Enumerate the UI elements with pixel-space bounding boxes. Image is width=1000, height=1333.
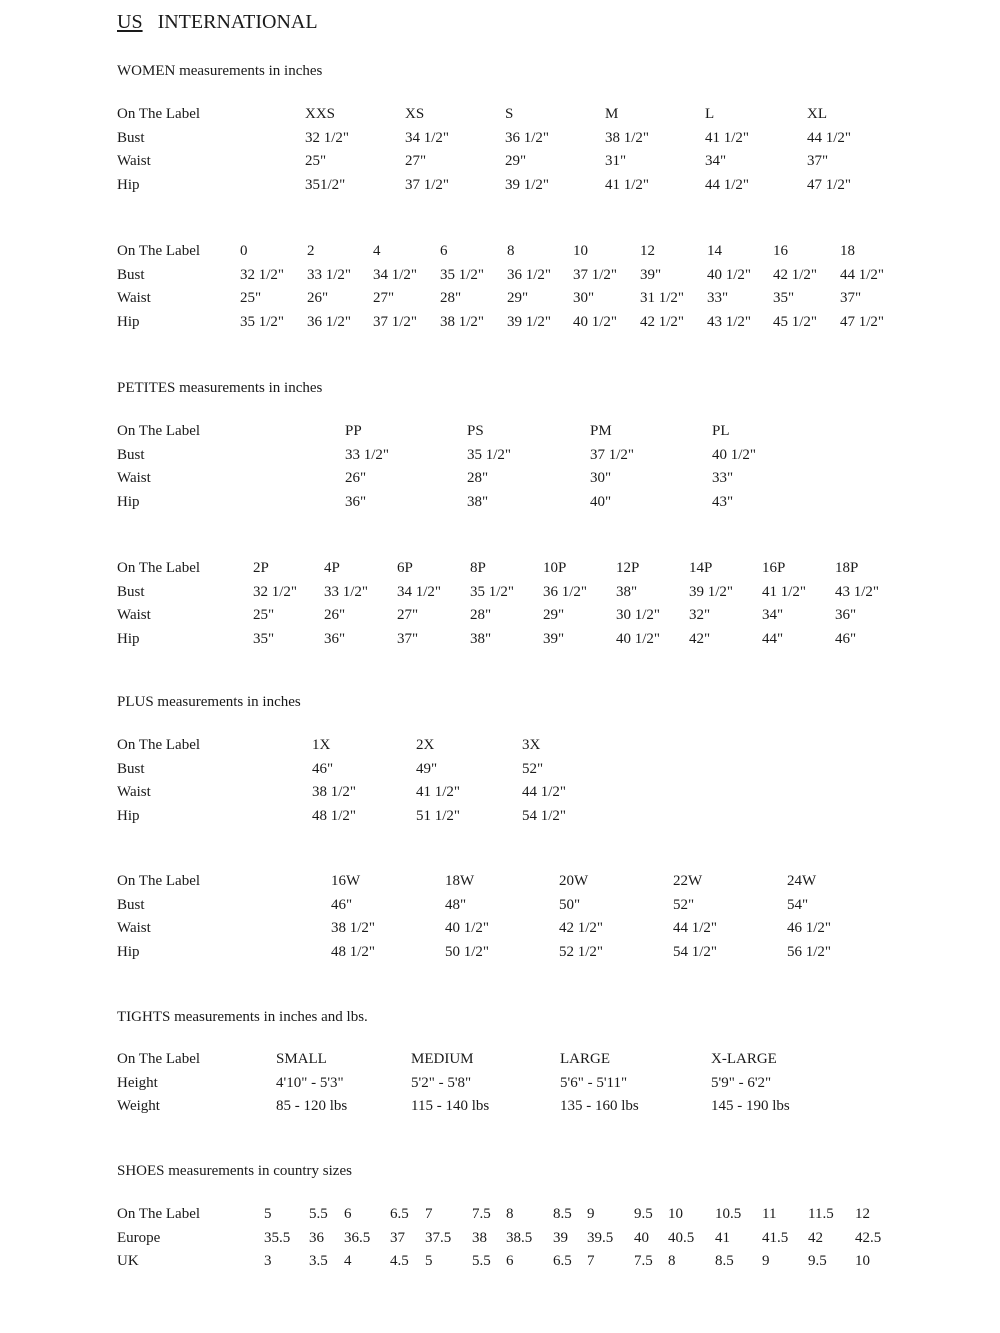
- size-label-cell: 14: [707, 243, 722, 259]
- measurement-cell: 45 1/2": [773, 313, 818, 330]
- size-label-cell: X-LARGE: [711, 1051, 777, 1067]
- measurement-cell: 39 1/2": [689, 583, 734, 600]
- measurement-cell: 5'6" - 5'11": [560, 1074, 628, 1091]
- row-label: Hip: [117, 313, 140, 330]
- measurement-cell: 44 1/2": [705, 176, 750, 193]
- measurement-cell: 37": [397, 630, 419, 647]
- size-label-cell: 4: [373, 243, 381, 259]
- size-label-cell: 18W: [445, 873, 475, 889]
- measurement-cell: 35.5: [264, 1229, 291, 1246]
- measurement-cell: 38": [616, 583, 638, 600]
- measurement-cell: 37 1/2": [373, 313, 418, 330]
- size-label-cell: 16: [773, 243, 788, 259]
- measurement-cell: 6.5: [553, 1253, 572, 1270]
- row-label: Waist: [117, 153, 151, 170]
- size-label-cell: XL: [807, 106, 827, 122]
- measurement-cell: 4: [344, 1253, 352, 1270]
- row-label: Weight: [117, 1098, 160, 1115]
- measurement-cell: 37": [807, 153, 829, 170]
- measurement-cell: 43": [712, 493, 734, 510]
- measurement-cell: 85 - 120 lbs: [276, 1098, 348, 1115]
- shoes-section-title: SHOES measurements in country sizes: [117, 1163, 352, 1179]
- row-label: On The Label: [117, 873, 201, 889]
- measurement-cell: 42: [808, 1229, 823, 1246]
- measurement-cell: 32 1/2": [305, 129, 350, 146]
- size-label-cell: 16W: [331, 873, 361, 889]
- row-label: On The Label: [117, 243, 201, 259]
- measurement-cell: 6: [506, 1253, 514, 1270]
- measurement-cell: 29": [505, 153, 527, 170]
- measurement-cell: 33 1/2": [324, 583, 369, 600]
- measurement-cell: 5'2" - 5'8": [411, 1074, 472, 1091]
- measurement-cell: 40 1/2": [712, 446, 757, 463]
- measurement-cell: 351/2": [305, 176, 346, 193]
- measurement-cell: 48 1/2": [331, 943, 376, 960]
- measurement-cell: 26": [307, 290, 329, 307]
- measurement-cell: 39 1/2": [505, 176, 550, 193]
- measurement-cell: 36 1/2": [505, 129, 550, 146]
- measurement-cell: 38 1/2": [440, 313, 485, 330]
- size-label-cell: PL: [712, 423, 730, 439]
- size-label-cell: 4P: [324, 560, 340, 576]
- measurement-cell: 40 1/2": [616, 630, 661, 647]
- measurement-cell: 38": [467, 493, 489, 510]
- measurement-cell: 54 1/2": [522, 807, 567, 824]
- measurement-cell: 36": [835, 607, 857, 624]
- size-label-cell: 20W: [559, 873, 589, 889]
- size-label-cell: 5: [264, 1206, 272, 1222]
- measurement-cell: 36: [309, 1229, 324, 1246]
- measurement-cell: 35": [253, 630, 275, 647]
- measurement-cell: 42 1/2": [640, 313, 685, 330]
- size-label-cell: 18P: [835, 560, 859, 576]
- measurement-cell: 30": [573, 290, 595, 307]
- size-label-cell: 22W: [673, 873, 703, 889]
- measurement-cell: 32 1/2": [253, 583, 298, 600]
- measurement-cell: 44 1/2": [673, 920, 718, 937]
- measurement-cell: 40.5: [668, 1229, 695, 1246]
- row-label: Waist: [117, 784, 151, 801]
- row-label: Waist: [117, 290, 151, 307]
- measurement-cell: 8.5: [715, 1253, 734, 1270]
- measurement-cell: 28": [467, 470, 489, 487]
- measurement-cell: 52": [673, 896, 695, 913]
- measurement-cell: 30 1/2": [616, 607, 661, 624]
- measurement-cell: 49": [416, 760, 438, 777]
- measurement-cell: 31 1/2": [640, 290, 685, 307]
- measurement-cell: 135 - 160 lbs: [560, 1098, 639, 1115]
- row-label: UK: [117, 1253, 139, 1270]
- measurement-cell: 37 1/2": [590, 446, 635, 463]
- measurement-cell: 30": [590, 470, 612, 487]
- measurement-cell: 36 1/2": [307, 313, 352, 330]
- measurement-cell: 37: [390, 1229, 405, 1246]
- size-label-cell: L: [705, 106, 715, 122]
- size-label-cell: 6.5: [390, 1206, 409, 1222]
- tab-us[interactable]: US: [117, 11, 143, 33]
- size-label-cell: 2: [307, 243, 315, 259]
- measurement-cell: 35 1/2": [440, 266, 485, 283]
- measurement-cell: 46 1/2": [787, 920, 832, 937]
- size-label-cell: 6P: [397, 560, 413, 576]
- size-label-cell: 1X: [312, 737, 331, 753]
- measurement-cell: 39": [543, 630, 565, 647]
- size-label-cell: 14P: [689, 560, 713, 576]
- measurement-cell: 37 1/2": [573, 266, 618, 283]
- tights-section-title: TIGHTS measurements in inches and lbs.: [117, 1009, 368, 1025]
- size-label-cell: 18: [840, 243, 855, 259]
- size-label-cell: 7: [425, 1206, 433, 1222]
- row-label: Bust: [117, 583, 145, 600]
- measurement-cell: 44": [762, 630, 784, 647]
- row-label: Waist: [117, 470, 151, 487]
- measurement-cell: 36.5: [344, 1229, 371, 1246]
- women-section-title: WOMEN measurements in inches: [117, 63, 323, 79]
- size-label-cell: 9.5: [634, 1206, 653, 1222]
- size-label-cell: 0: [240, 243, 248, 259]
- size-label-cell: 8P: [470, 560, 486, 576]
- measurement-cell: 44 1/2": [807, 129, 852, 146]
- size-label-cell: PS: [467, 423, 484, 439]
- measurement-cell: 46": [835, 630, 857, 647]
- row-label: Hip: [117, 176, 140, 193]
- measurement-cell: 33 1/2": [345, 446, 390, 463]
- measurement-cell: 9: [762, 1253, 770, 1270]
- size-label-cell: 10.5: [715, 1206, 742, 1222]
- measurement-cell: 46": [331, 896, 353, 913]
- measurement-cell: 7.5: [634, 1253, 653, 1270]
- measurement-cell: 43 1/2": [835, 583, 880, 600]
- measurement-cell: 40: [634, 1229, 649, 1246]
- measurement-cell: 47 1/2": [840, 313, 885, 330]
- row-label: On The Label: [117, 1051, 201, 1067]
- plus-section-title: PLUS measurements in inches: [117, 694, 301, 710]
- measurement-cell: 41.5: [762, 1229, 789, 1246]
- measurement-cell: 48": [445, 896, 467, 913]
- measurement-cell: 42 1/2": [559, 920, 604, 937]
- row-label: Waist: [117, 920, 151, 937]
- measurement-cell: 38.5: [506, 1229, 533, 1246]
- measurement-cell: 52 1/2": [559, 943, 604, 960]
- measurement-cell: 33": [712, 470, 734, 487]
- measurement-cell: 5.5: [472, 1253, 491, 1270]
- size-label-cell: 10: [573, 243, 588, 259]
- measurement-cell: 47 1/2": [807, 176, 852, 193]
- size-label-cell: 16P: [762, 560, 786, 576]
- row-label: Bust: [117, 760, 145, 777]
- measurement-cell: 34 1/2": [397, 583, 442, 600]
- size-label-cell: 6: [440, 243, 448, 259]
- measurement-cell: 5'9" - 6'2": [711, 1074, 772, 1091]
- measurement-cell: 29": [543, 607, 565, 624]
- measurement-cell: 27": [397, 607, 419, 624]
- row-label: Europe: [117, 1229, 161, 1246]
- row-label: Hip: [117, 493, 140, 510]
- measurement-cell: 56 1/2": [787, 943, 832, 960]
- measurement-cell: 10: [855, 1253, 870, 1270]
- row-label: Bust: [117, 896, 145, 913]
- row-label: On The Label: [117, 106, 201, 122]
- measurement-cell: 38": [470, 630, 492, 647]
- measurement-cell: 32": [689, 607, 711, 624]
- size-label-cell: 12P: [616, 560, 640, 576]
- measurement-cell: 41 1/2": [605, 176, 650, 193]
- size-label-cell: 24W: [787, 873, 817, 889]
- measurement-cell: 32 1/2": [240, 266, 285, 283]
- size-label-cell: 2P: [253, 560, 269, 576]
- measurement-cell: 34": [762, 607, 784, 624]
- measurement-cell: 26": [324, 607, 346, 624]
- size-label-cell: S: [505, 106, 514, 122]
- measurement-cell: 52": [522, 760, 544, 777]
- measurement-cell: 25": [240, 290, 262, 307]
- measurement-cell: 5: [425, 1253, 433, 1270]
- measurement-cell: 41 1/2": [416, 784, 461, 801]
- size-label-cell: 11.5: [808, 1206, 834, 1222]
- measurement-cell: 36": [345, 493, 367, 510]
- row-label: Bust: [117, 129, 145, 146]
- measurement-cell: 27": [373, 290, 395, 307]
- row-label: Hip: [117, 943, 140, 960]
- measurement-cell: 50 1/2": [445, 943, 490, 960]
- measurement-cell: 28": [440, 290, 462, 307]
- petites-section-title: PETITES measurements in inches: [117, 380, 323, 396]
- measurement-cell: 34": [705, 153, 727, 170]
- measurement-cell: 34 1/2": [405, 129, 450, 146]
- measurement-cell: 29": [507, 290, 529, 307]
- size-label-cell: 10P: [543, 560, 567, 576]
- measurement-cell: 40 1/2": [445, 920, 490, 937]
- measurement-cell: 38 1/2": [605, 129, 650, 146]
- measurement-cell: 51 1/2": [416, 807, 461, 824]
- row-label: Hip: [117, 807, 140, 824]
- size-label-cell: PP: [345, 423, 362, 439]
- measurement-cell: 41 1/2": [762, 583, 807, 600]
- row-label: On The Label: [117, 737, 201, 753]
- measurement-cell: 37": [840, 290, 862, 307]
- measurement-cell: 39.5: [587, 1229, 614, 1246]
- measurement-cell: 35 1/2": [467, 446, 512, 463]
- row-label: On The Label: [117, 560, 201, 576]
- measurement-cell: 43 1/2": [707, 313, 752, 330]
- measurement-cell: 42 1/2": [773, 266, 818, 283]
- size-label-cell: 6: [344, 1206, 352, 1222]
- row-label: On The Label: [117, 1206, 201, 1222]
- measurement-cell: 42": [689, 630, 711, 647]
- measurement-cell: 35 1/2": [470, 583, 515, 600]
- row-label: Hip: [117, 630, 140, 647]
- measurement-cell: 42.5: [855, 1229, 882, 1246]
- measurement-cell: 40 1/2": [707, 266, 752, 283]
- measurement-cell: 40": [590, 493, 612, 510]
- measurement-cell: 31": [605, 153, 627, 170]
- size-label-cell: 11: [762, 1206, 777, 1222]
- measurement-cell: 9.5: [808, 1253, 827, 1270]
- measurement-cell: 39: [553, 1229, 568, 1246]
- size-label-cell: XS: [405, 106, 425, 122]
- measurement-cell: 8: [668, 1253, 676, 1270]
- measurement-cell: 38 1/2": [331, 920, 376, 937]
- measurement-cell: 36 1/2": [543, 583, 588, 600]
- size-label-cell: 12: [855, 1206, 870, 1222]
- size-label-cell: 8: [507, 243, 515, 259]
- measurement-cell: 145 - 190 lbs: [711, 1098, 790, 1115]
- measurement-cell: 3: [264, 1253, 272, 1270]
- measurement-cell: 4'10" - 5'3": [276, 1074, 344, 1091]
- size-label-cell: 5.5: [309, 1206, 328, 1222]
- measurement-cell: 39 1/2": [507, 313, 552, 330]
- row-label: Height: [117, 1074, 158, 1091]
- size-label-cell: 8: [506, 1206, 514, 1222]
- measurement-cell: 54": [787, 896, 809, 913]
- measurement-cell: 38 1/2": [312, 784, 357, 801]
- measurement-cell: 46": [312, 760, 334, 777]
- measurement-cell: 25": [305, 153, 327, 170]
- measurement-cell: 41: [715, 1229, 730, 1246]
- measurement-cell: 37.5: [425, 1229, 452, 1246]
- measurement-cell: 36": [324, 630, 346, 647]
- size-label-cell: 7.5: [472, 1206, 491, 1222]
- measurement-cell: 33": [707, 290, 729, 307]
- size-label-cell: LARGE: [560, 1051, 610, 1067]
- measurement-cell: 26": [345, 470, 367, 487]
- measurement-cell: 115 - 140 lbs: [411, 1098, 490, 1115]
- row-label: On The Label: [117, 423, 201, 439]
- measurement-cell: 41 1/2": [705, 129, 750, 146]
- size-label-cell: SMALL: [276, 1051, 327, 1067]
- measurement-cell: 4.5: [390, 1253, 409, 1270]
- row-label: Waist: [117, 607, 151, 624]
- measurement-cell: 28": [470, 607, 492, 624]
- measurement-cell: 44 1/2": [522, 784, 567, 801]
- row-label: Bust: [117, 446, 145, 463]
- measurement-cell: 36 1/2": [507, 266, 552, 283]
- measurement-cell: 34 1/2": [373, 266, 418, 283]
- size-label-cell: M: [605, 106, 619, 122]
- size-label-cell: XXS: [305, 106, 336, 122]
- size-label-cell: 3X: [522, 737, 541, 753]
- measurement-cell: 33 1/2": [307, 266, 352, 283]
- size-label-cell: 2X: [416, 737, 435, 753]
- measurement-cell: 27": [405, 153, 427, 170]
- size-label-cell: 8.5: [553, 1206, 572, 1222]
- size-region-tabs: [117, 11, 328, 34]
- measurement-cell: 39": [640, 266, 662, 283]
- measurement-cell: 7: [587, 1253, 595, 1270]
- measurement-cell: 35": [773, 290, 795, 307]
- measurement-cell: 48 1/2": [312, 807, 357, 824]
- row-label: Bust: [117, 266, 145, 283]
- size-label-cell: 9: [587, 1206, 595, 1222]
- measurement-cell: 3.5: [309, 1253, 328, 1270]
- size-label-cell: PM: [590, 423, 612, 439]
- measurement-cell: 35 1/2": [240, 313, 285, 330]
- measurement-cell: 54 1/2": [673, 943, 718, 960]
- size-label-cell: 10: [668, 1206, 683, 1222]
- measurement-cell: 25": [253, 607, 275, 624]
- size-label-cell: MEDIUM: [411, 1051, 474, 1067]
- measurement-cell: 37 1/2": [405, 176, 450, 193]
- measurement-cell: 40 1/2": [573, 313, 618, 330]
- measurement-cell: 44 1/2": [840, 266, 885, 283]
- size-label-cell: 12: [640, 243, 655, 259]
- measurement-cell: 50": [559, 896, 581, 913]
- measurement-cell: 38: [472, 1229, 487, 1246]
- tab-international[interactable]: INTERNATIONAL: [157, 11, 318, 33]
